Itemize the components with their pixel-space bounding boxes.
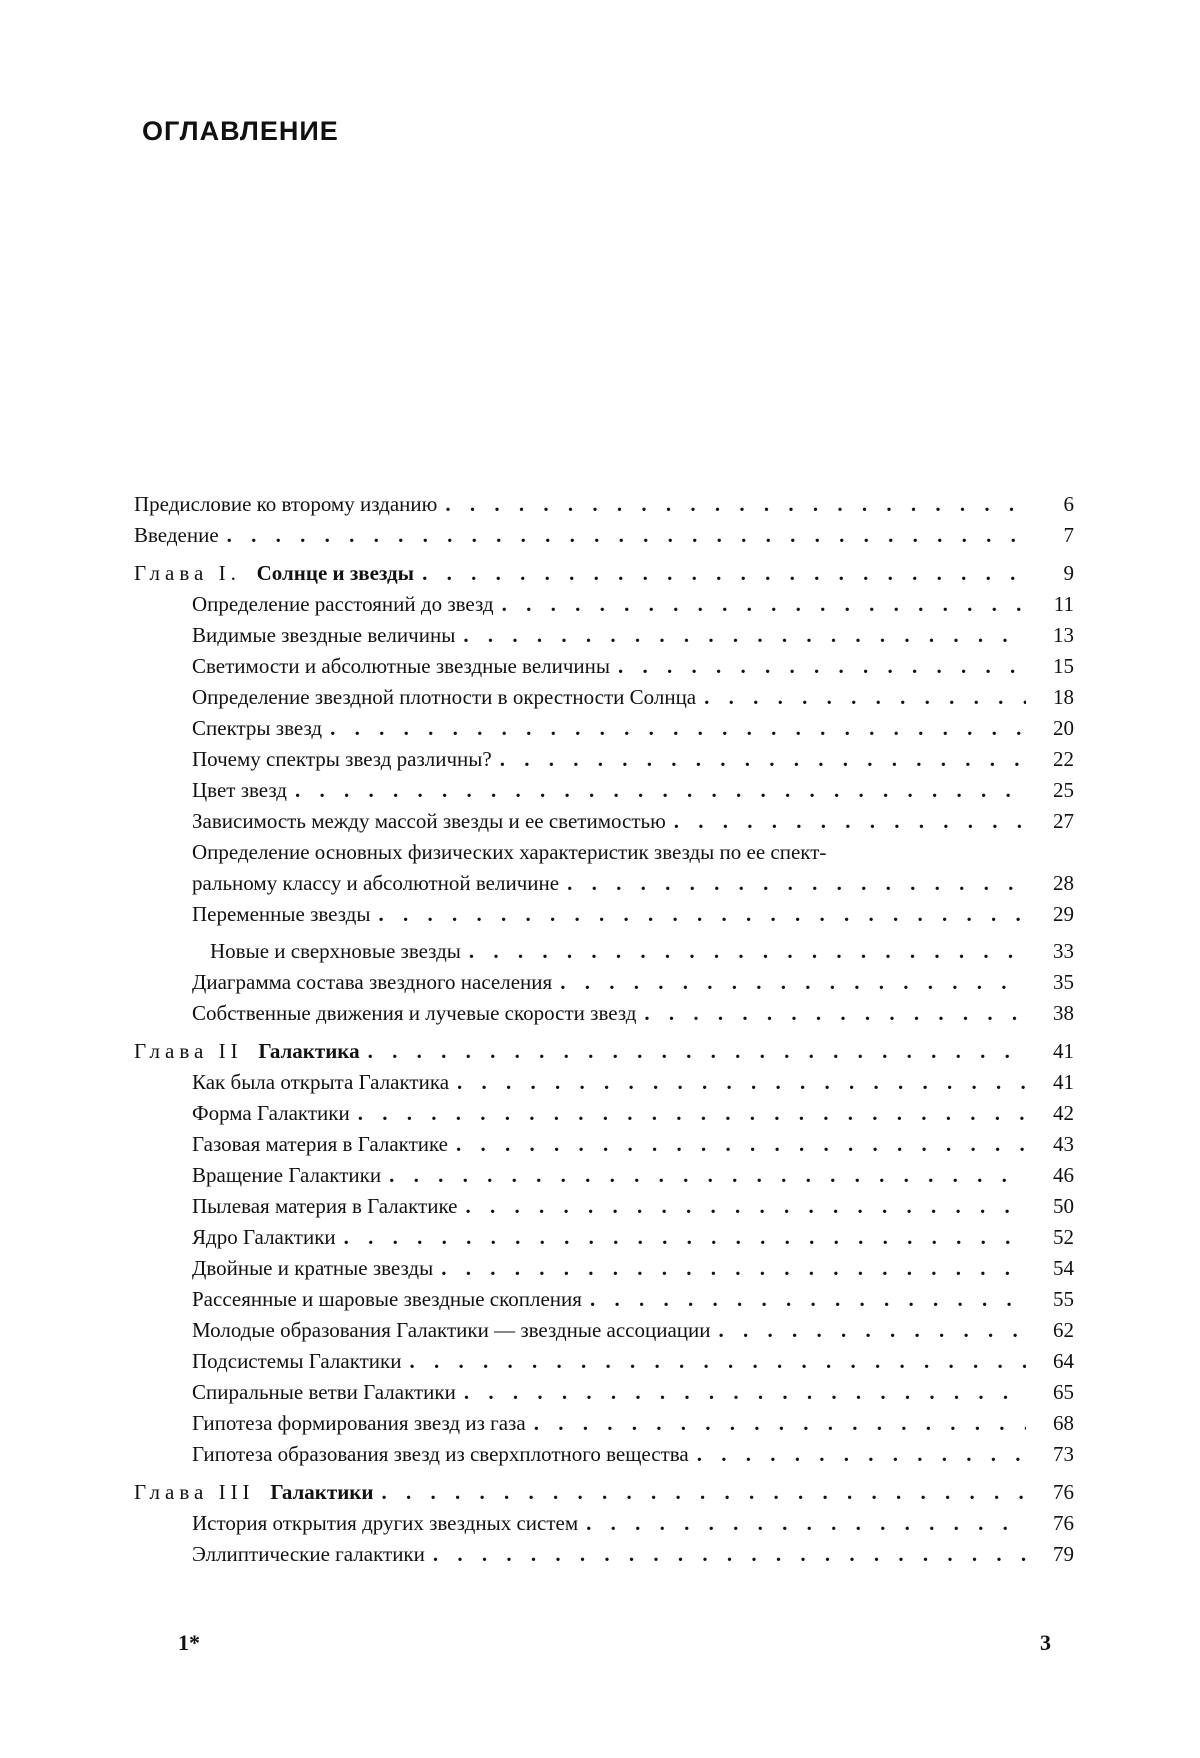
- dot-leader: [697, 1442, 1026, 1466]
- toc-entry: [134, 1435, 1074, 1466]
- toc-entry: [134, 963, 1074, 994]
- toc-page-number: 28: [1053, 871, 1074, 895]
- dot-leader: [457, 1070, 1026, 1094]
- toc-page-number: 29: [1053, 902, 1074, 926]
- dot-leader: [534, 1411, 1026, 1435]
- dot-leader: [719, 1318, 1027, 1342]
- toc-page-number: 13: [1053, 623, 1074, 647]
- dot-leader: [456, 1132, 1026, 1156]
- toc-page-number: 79: [1053, 1542, 1074, 1566]
- toc-page-number: 25: [1053, 778, 1074, 802]
- toc-entry-text-continued: ральному классу и абсолютной величине: [192, 871, 560, 895]
- toc-page-number: 35: [1053, 970, 1074, 994]
- toc-entry: [134, 585, 1074, 616]
- toc-entry: [134, 1280, 1074, 1311]
- dot-leader: [295, 778, 1026, 802]
- toc-entry-text: Пылевая материя в Галактике: [192, 1194, 458, 1218]
- toc-entry-text: Эллиптические галактики: [192, 1542, 425, 1566]
- printer-signature: 1*: [178, 1630, 200, 1655]
- toc-page-number: 73: [1053, 1442, 1074, 1466]
- toc-page-number: 41: [1053, 1039, 1074, 1063]
- toc-entry-text: Газовая материя в Галактике: [192, 1132, 448, 1156]
- toc-page-number: 43: [1053, 1132, 1074, 1156]
- toc-entry-text: Светимости и абсолютные звездные величины: [192, 654, 611, 678]
- toc-page-number: 52: [1053, 1225, 1074, 1249]
- toc-page-number: 50: [1053, 1194, 1074, 1218]
- chapter-title: Галактика: [258, 1039, 360, 1063]
- toc-entry-text: Почему спектры звезд различны?: [192, 747, 492, 771]
- toc-page-number: 27: [1053, 809, 1074, 833]
- toc-page-number: 42: [1053, 1101, 1074, 1125]
- table-of-contents: [134, 485, 1074, 1566]
- toc-entry: [134, 485, 1074, 516]
- toc-entry: [134, 1094, 1074, 1125]
- toc-entry-text: Переменные звезды: [192, 902, 371, 926]
- toc-page-number: 7: [1063, 523, 1074, 547]
- toc-page-number: 33: [1053, 939, 1074, 963]
- toc-entry-text: Вращение Галактики: [192, 1163, 382, 1187]
- toc-page-number: 65: [1053, 1380, 1074, 1404]
- dot-leader: [463, 623, 1026, 647]
- dot-leader: [502, 592, 1026, 616]
- dot-leader: [344, 1225, 1026, 1249]
- toc-entry-text: Диаграмма состава звездного населения: [192, 970, 553, 994]
- toc-entry-text: Рассеянные и шаровые звездные скопления: [192, 1287, 582, 1311]
- dot-leader: [465, 1194, 1026, 1218]
- toc-page-number: 15: [1053, 654, 1074, 678]
- dot-leader: [422, 561, 1026, 585]
- toc-entry: [134, 709, 1074, 740]
- toc-entry-text: Зависимость между массой звезды и ее светимостью: [192, 809, 666, 833]
- toc-entry-text: Гипотеза формирования звезд из газа: [192, 1411, 526, 1435]
- toc-entry: [134, 771, 1074, 802]
- toc-entry-text: Цвет звезд: [192, 778, 287, 802]
- dot-leader: [704, 685, 1026, 709]
- dot-leader: [590, 1287, 1026, 1311]
- toc-entry-text: Ядро Галактики: [192, 1225, 336, 1249]
- toc-entry: [134, 932, 1074, 963]
- toc-entry-text: Введение: [134, 523, 219, 547]
- toc-entry: [134, 1535, 1074, 1566]
- dot-leader: [560, 970, 1026, 994]
- toc-entry: [134, 647, 1074, 678]
- toc-page-number: 6: [1063, 492, 1074, 516]
- toc-entry: [134, 1404, 1074, 1435]
- toc-entry: [134, 1249, 1074, 1280]
- toc-entry-text: Форма Галактики: [192, 1101, 350, 1125]
- chapter-number: Глава I.: [134, 561, 241, 585]
- toc-page-number: 41: [1053, 1070, 1074, 1094]
- toc-entry: [134, 1218, 1074, 1249]
- toc-entry: [134, 802, 1074, 833]
- toc-entry-text: Определение расстояний до звезд: [192, 592, 494, 616]
- toc-page-number: 11: [1053, 592, 1074, 616]
- toc-entry: [134, 616, 1074, 647]
- toc-entry: [134, 1156, 1074, 1187]
- dot-leader: [445, 492, 1026, 516]
- toc-entry-text: Определение звездной плотности в окрестности Солнца: [192, 685, 697, 709]
- toc-entry-text: Гипотеза образования звезд из сверхплотного вещества: [192, 1442, 689, 1466]
- chapter-number: Глава II: [134, 1039, 243, 1063]
- toc-entry-text: Собственные движения и лучевые скорости звезд: [192, 1001, 637, 1025]
- toc-entry-text: Молодые образования Галактики — звездные ассоциации: [192, 1318, 711, 1342]
- dot-leader: [644, 1001, 1026, 1025]
- toc-page-number: 38: [1053, 1001, 1074, 1025]
- toc-entry: [134, 1187, 1074, 1218]
- dot-leader: [618, 654, 1026, 678]
- chapter-title: Солнце и звезды: [256, 561, 415, 585]
- toc-entry-text: Двойные и кратные звезды: [192, 1256, 434, 1280]
- toc-page-number: 68: [1053, 1411, 1074, 1435]
- toc-chapter-entry: [134, 1466, 1074, 1504]
- toc-entry: [134, 516, 1074, 547]
- toc-entry-text: Спектры звезд: [192, 716, 323, 740]
- dot-leader: [469, 939, 1026, 963]
- toc-entry: [134, 1063, 1074, 1094]
- dot-leader: [567, 871, 1026, 895]
- toc-page-number: 76: [1053, 1511, 1074, 1535]
- toc-entry-text: Подсистемы Галактики: [192, 1349, 402, 1373]
- toc-entry-text: Предисловие ко второму изданию: [134, 492, 438, 516]
- dot-leader: [227, 523, 1026, 547]
- dot-leader: [409, 1349, 1026, 1373]
- toc-page-number: 22: [1053, 747, 1074, 771]
- toc-entry-text: Как была открыта Галактика: [192, 1070, 450, 1094]
- toc-entry: [134, 1504, 1074, 1535]
- toc-page-number: 62: [1053, 1318, 1074, 1342]
- toc-entry-text: Спиральные ветви Галактики: [192, 1380, 456, 1404]
- toc-page-number: 64: [1053, 1349, 1074, 1373]
- dot-leader: [382, 1480, 1026, 1504]
- toc-entry: [134, 994, 1074, 1025]
- page-number: 3: [1040, 1630, 1051, 1655]
- dot-leader: [464, 1380, 1026, 1404]
- dot-leader: [368, 1039, 1026, 1063]
- toc-entry: [134, 1342, 1074, 1373]
- chapter-number: Глава III: [134, 1480, 255, 1504]
- toc-entry: [134, 833, 1074, 895]
- toc-entry: [134, 1373, 1074, 1404]
- toc-page-number: 76: [1053, 1480, 1074, 1504]
- toc-entry: [134, 678, 1074, 709]
- dot-leader: [500, 747, 1026, 771]
- dot-leader: [441, 1256, 1026, 1280]
- toc-entry: [134, 1125, 1074, 1156]
- toc-page-number: 20: [1053, 716, 1074, 740]
- dot-leader: [330, 716, 1026, 740]
- toc-entry-text: Видимые звездные величины: [192, 623, 456, 647]
- dot-leader: [433, 1542, 1026, 1566]
- toc-page-number: 46: [1053, 1163, 1074, 1187]
- dot-leader: [586, 1511, 1026, 1535]
- toc-entry-text: Определение основных физических характеристик звезды по ее спект-: [192, 840, 827, 864]
- dot-leader: [674, 809, 1026, 833]
- toc-page-number: 55: [1053, 1287, 1074, 1311]
- toc-entry: [134, 740, 1074, 771]
- toc-entry: [134, 895, 1074, 926]
- toc-chapter-entry: [134, 1025, 1074, 1063]
- toc-entry: [134, 1311, 1074, 1342]
- toc-page-number: 9: [1063, 561, 1074, 585]
- toc-entry-text: Новые и сверхновые звезды: [210, 939, 461, 963]
- toc-page-number: 18: [1053, 685, 1074, 709]
- page-title: ОГЛАВЛЕНИЕ: [142, 116, 339, 146]
- toc-entry-text: История открытия других звездных систем: [192, 1511, 579, 1535]
- chapter-title: Галактики: [270, 1480, 374, 1504]
- toc-chapter-entry: [134, 547, 1074, 585]
- dot-leader: [389, 1163, 1026, 1187]
- dot-leader: [378, 902, 1026, 926]
- toc-page-number: 54: [1053, 1256, 1074, 1280]
- dot-leader: [358, 1101, 1026, 1125]
